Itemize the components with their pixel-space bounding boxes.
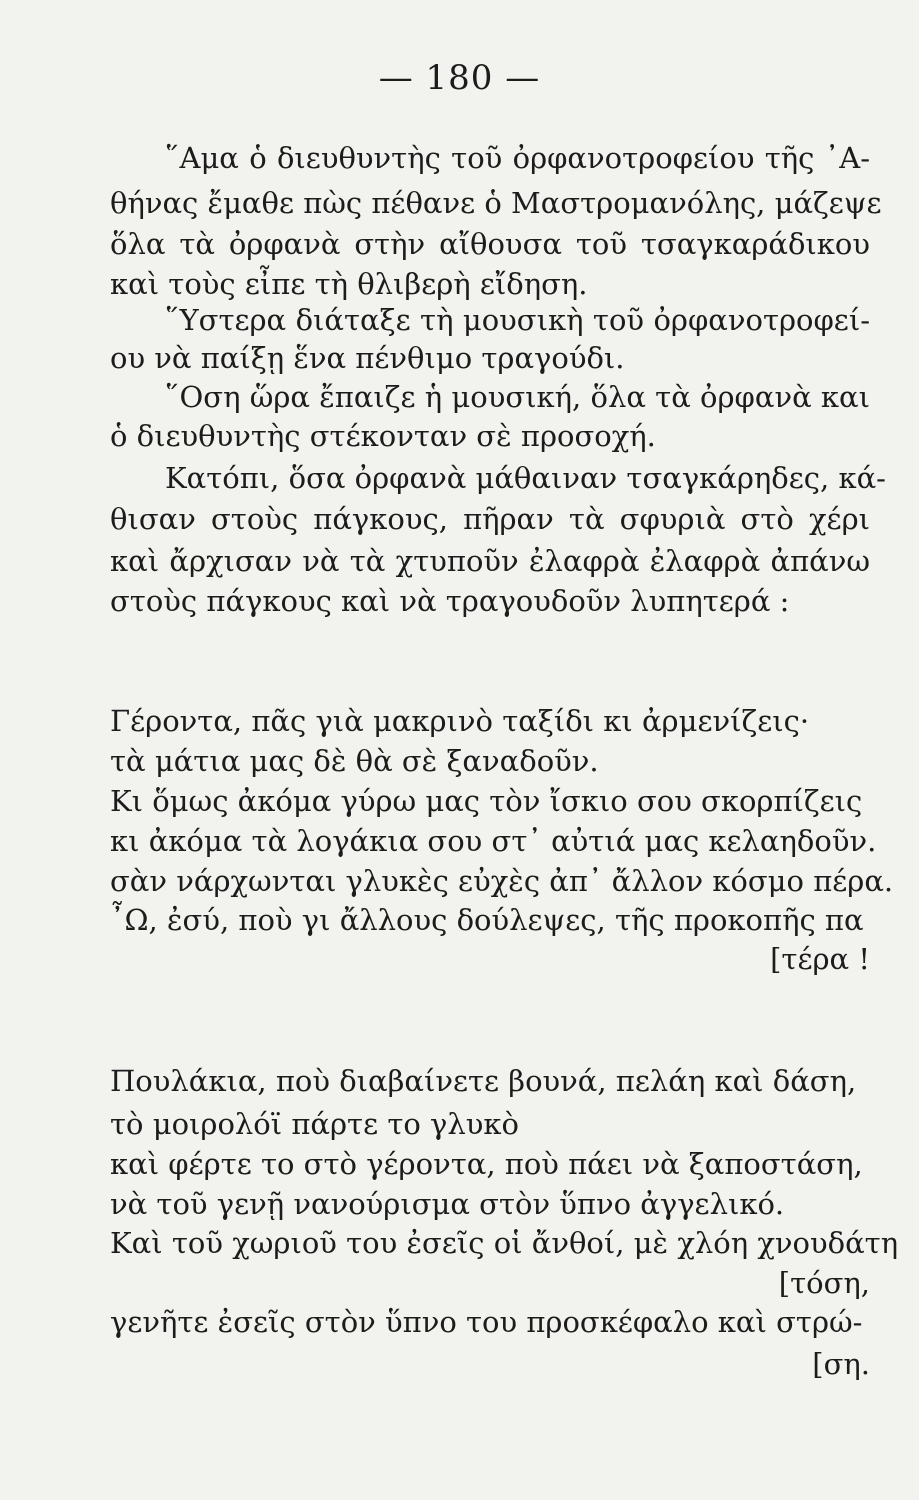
poem-line: γενῆτε ἐσεῖς στὸν ὕπνο του προσκέφαλο καὶ στρώ- [110, 1305, 863, 1339]
page-number: — 180 — [378, 58, 541, 98]
poem-line: Γέροντα, πᾶς γιὰ μακρινὸ ταξίδι κι ἀρμενίζεις· [110, 704, 810, 738]
prose-line: θήνας ἔμαθε πὼς πέθανε ὁ Μαστρομανόλης, μάζεψε [110, 186, 882, 220]
poem-line: τὸ μοιρολόϊ πάρτε το γλυκὸ [110, 1107, 519, 1141]
poem-line: τὰ μάτια μας δὲ θὰ σὲ ξαναδοῦν. [110, 744, 599, 778]
prose-line: ῞Αμα ὁ διευθυντὴς τοῦ ὀρφανοτροφείου τῆς ᾿Α- [165, 141, 870, 175]
poem-line-continuation: [τέρα ! [770, 942, 870, 976]
prose-line: ου νὰ παίξῃ ἕνα πένθιμο τραγούδι. [110, 341, 625, 375]
prose-line: ῞Υστερα διάταξε τὴ μουσικὴ τοῦ ὀρφανοτροφεί- [165, 303, 870, 337]
prose-line: καὶ ἄρχισαν νὰ τὰ χτυποῦν ἐλαφρὰ ἐλαφρὰ ἀπάνω [110, 544, 870, 578]
prose-line: ὅλα τὰ ὀρφανὰ στὴν αἴθουσα τοῦ τσαγκαράδικου [110, 227, 870, 261]
poem-line: καὶ φέρτε το στὸ γέροντα, ποὺ πάει νὰ ξαποστάση, [110, 1147, 863, 1181]
prose-line: ὁ διευθυντὴς στέκονταν σὲ προσοχή. [110, 419, 656, 453]
prose-line: Κατόπι, ὅσα ὀρφανὰ μάθαιναν τσαγκάρηδες, κά- [165, 461, 886, 495]
poem-line: Πουλάκια, ποὺ διαβαίνετε βουνά, πελάη καὶ δάση, [110, 1064, 857, 1098]
poem-line: κι ἀκόμα τὰ λογάκια σου στ᾿ αὐτιά μας κελαηδοῦν. [110, 824, 877, 858]
prose-line: θισαν στοὺς πάγκους, πῆραν τὰ σφυριὰ στὸ χέρι [110, 502, 870, 536]
poem-line-continuation: [ση. [812, 1347, 870, 1381]
poem-line: Καὶ τοῦ χωριοῦ του ἐσεῖς οἱ ἄνθοί, μὲ χλόη χνουδάτη [110, 1226, 899, 1260]
poem-line: νὰ τοῦ γενῇ νανούρισμα στὸν ὕπνο ἀγγελικό. [110, 1187, 785, 1221]
poem-line: σὰν νάρχωνται γλυκὲς εὐχὲς ἀπ᾿ ἄλλον κόσμο πέρα. [110, 864, 894, 898]
poem-line-continuation: [τόση, [778, 1266, 870, 1300]
prose-line: στοὺς πάγκους καὶ νὰ τραγουδοῦν λυπητερά : [110, 584, 790, 618]
poem-line: Κι ὅμως ἀκόμα γύρω μας τὸν ἴσκιο σου σκορπίζεις [110, 784, 863, 818]
prose-line: καὶ τοὺς εἶπε τὴ θλιβερὴ εἴδηση. [110, 267, 588, 301]
poem-line: ῏Ω, ἐσύ, ποὺ γι ἄλλους δούλεψες, τῆς προκοπῆς πα [110, 903, 864, 937]
prose-line: ῞Οση ὥρα ἔπαιζε ἡ μουσική, ὅλα τὰ ὀρφανὰ και [165, 380, 870, 414]
